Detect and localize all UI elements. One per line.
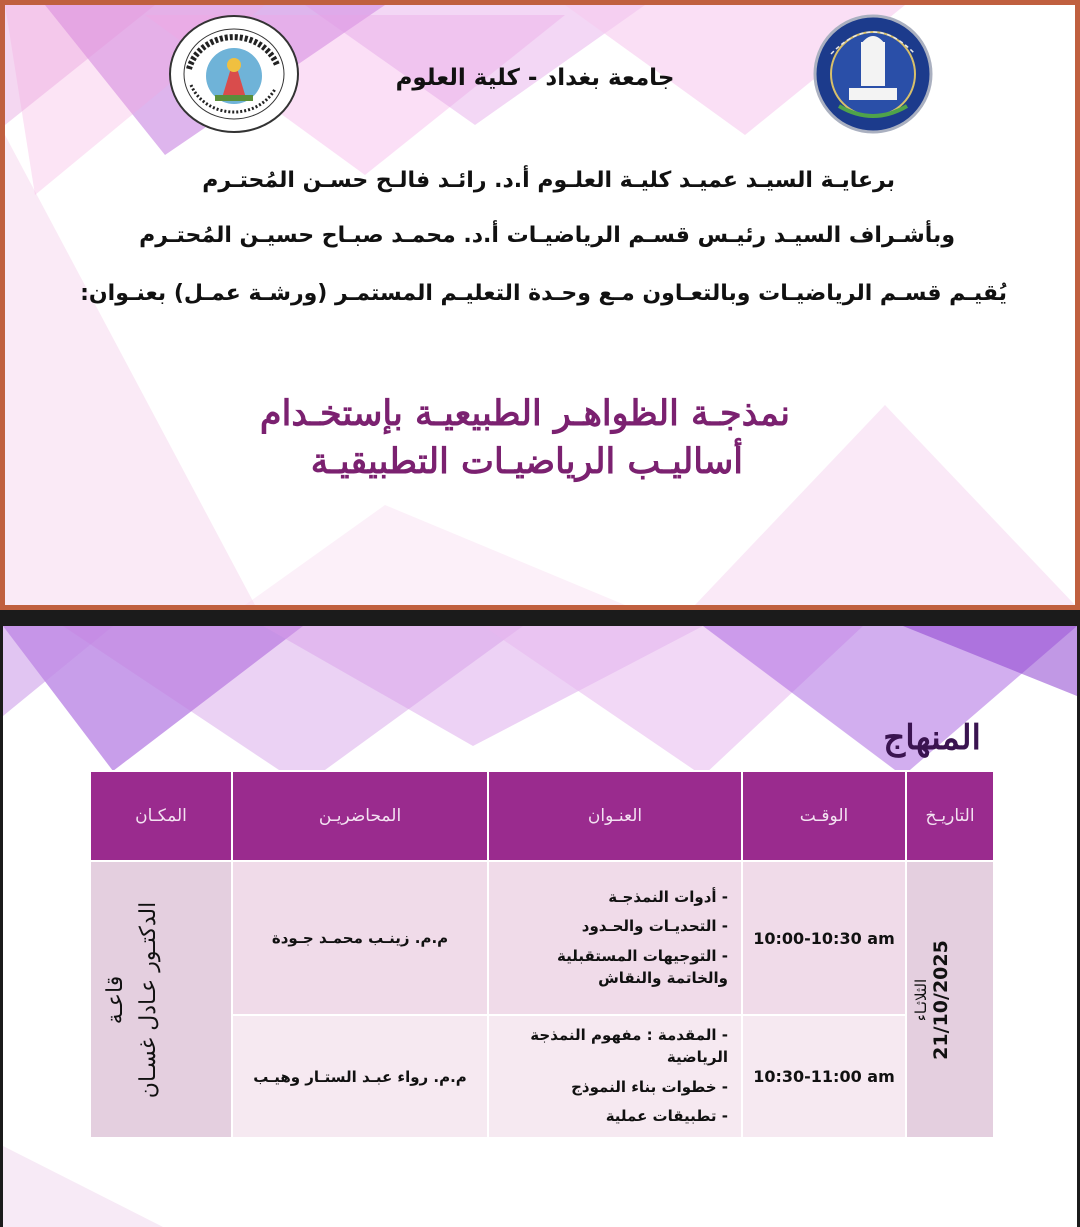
header-title: جامعة بغداد - كلية العلوم [395, 65, 675, 91]
lecturer-cell [232, 1015, 488, 1138]
venue-line2: الدكتـور عـادل غسـان [135, 901, 161, 1098]
list-item: - خطوات بناء النموذج [494, 1077, 728, 1099]
venue-line1: قاعـة [102, 975, 128, 1024]
table-row [90, 861, 994, 1015]
time-cell [742, 1015, 906, 1138]
column-header-time: الوقـت [742, 771, 906, 861]
column-header-date: التاريـخ [906, 771, 994, 861]
agenda-slide [3, 626, 1077, 1227]
organizer-line: يُقيـم قسـم الرياضيـات وبالتعـاون مـع وحـدة التعليـم المستمـر (ورشـة عمـل) بعنـوان: [80, 281, 1007, 306]
session-time: 10:30-11:00 am [753, 1067, 895, 1086]
date-value: 21/10/2025 [930, 939, 953, 1060]
date-cell [906, 861, 994, 1138]
list-item: - المقدمة : مفهوم النمذجة الرياضية [494, 1025, 728, 1069]
college-of-science-logo [167, 13, 301, 139]
list-item: - تطبيقات عملية [494, 1106, 728, 1128]
topics-cell [488, 861, 742, 1015]
list-item: - التوجيهات المستقبلية والخاتمة والنقاش [494, 946, 728, 990]
column-header-lecturers: المحاضريـن [232, 771, 488, 861]
column-header-title: العنـوان [488, 771, 742, 861]
session-time: 10:00-10:30 am [753, 928, 895, 948]
supervision-head-line: وبأشـراف السيـد رئيـس قسـم الرياضيـات أ.د. محمـد صبـاح حسيـن المُحتـرم [139, 223, 955, 248]
topics-cell [488, 1015, 742, 1138]
patronage-dean-line: برعايـة السيـد عميـد كليـة العلـوم أ.د. رائـد فالـح حسـن المُحتـرم [202, 168, 895, 193]
university-of-baghdad-logo [813, 14, 933, 138]
workshop-title-line1: نمذجـة الظواهـر الطبيعيـة بإستخـدام [259, 393, 790, 434]
list-item: - أدوات النمذجـة [494, 887, 728, 909]
agenda-table [89, 770, 995, 1139]
venue-cell [90, 861, 232, 1138]
workshop-title-line2: أساليـب الرياضيـات التطبيقيـة [310, 441, 743, 482]
invitation-slide [0, 0, 1080, 610]
column-header-venue: المكـان [90, 771, 232, 861]
lecturer-name: م.م. رواء عبـد الستـار وهيـب [253, 1067, 467, 1086]
lecturer-name: م.م. زينـب محمـد جـودة [271, 929, 449, 947]
table-header-row [90, 771, 994, 861]
agenda-heading: المنهاج [883, 718, 981, 758]
lecturer-cell [232, 861, 488, 1015]
list-item: - التحديـات والحـدود [494, 916, 728, 938]
date-day: الثلاثـاء [912, 978, 931, 1021]
